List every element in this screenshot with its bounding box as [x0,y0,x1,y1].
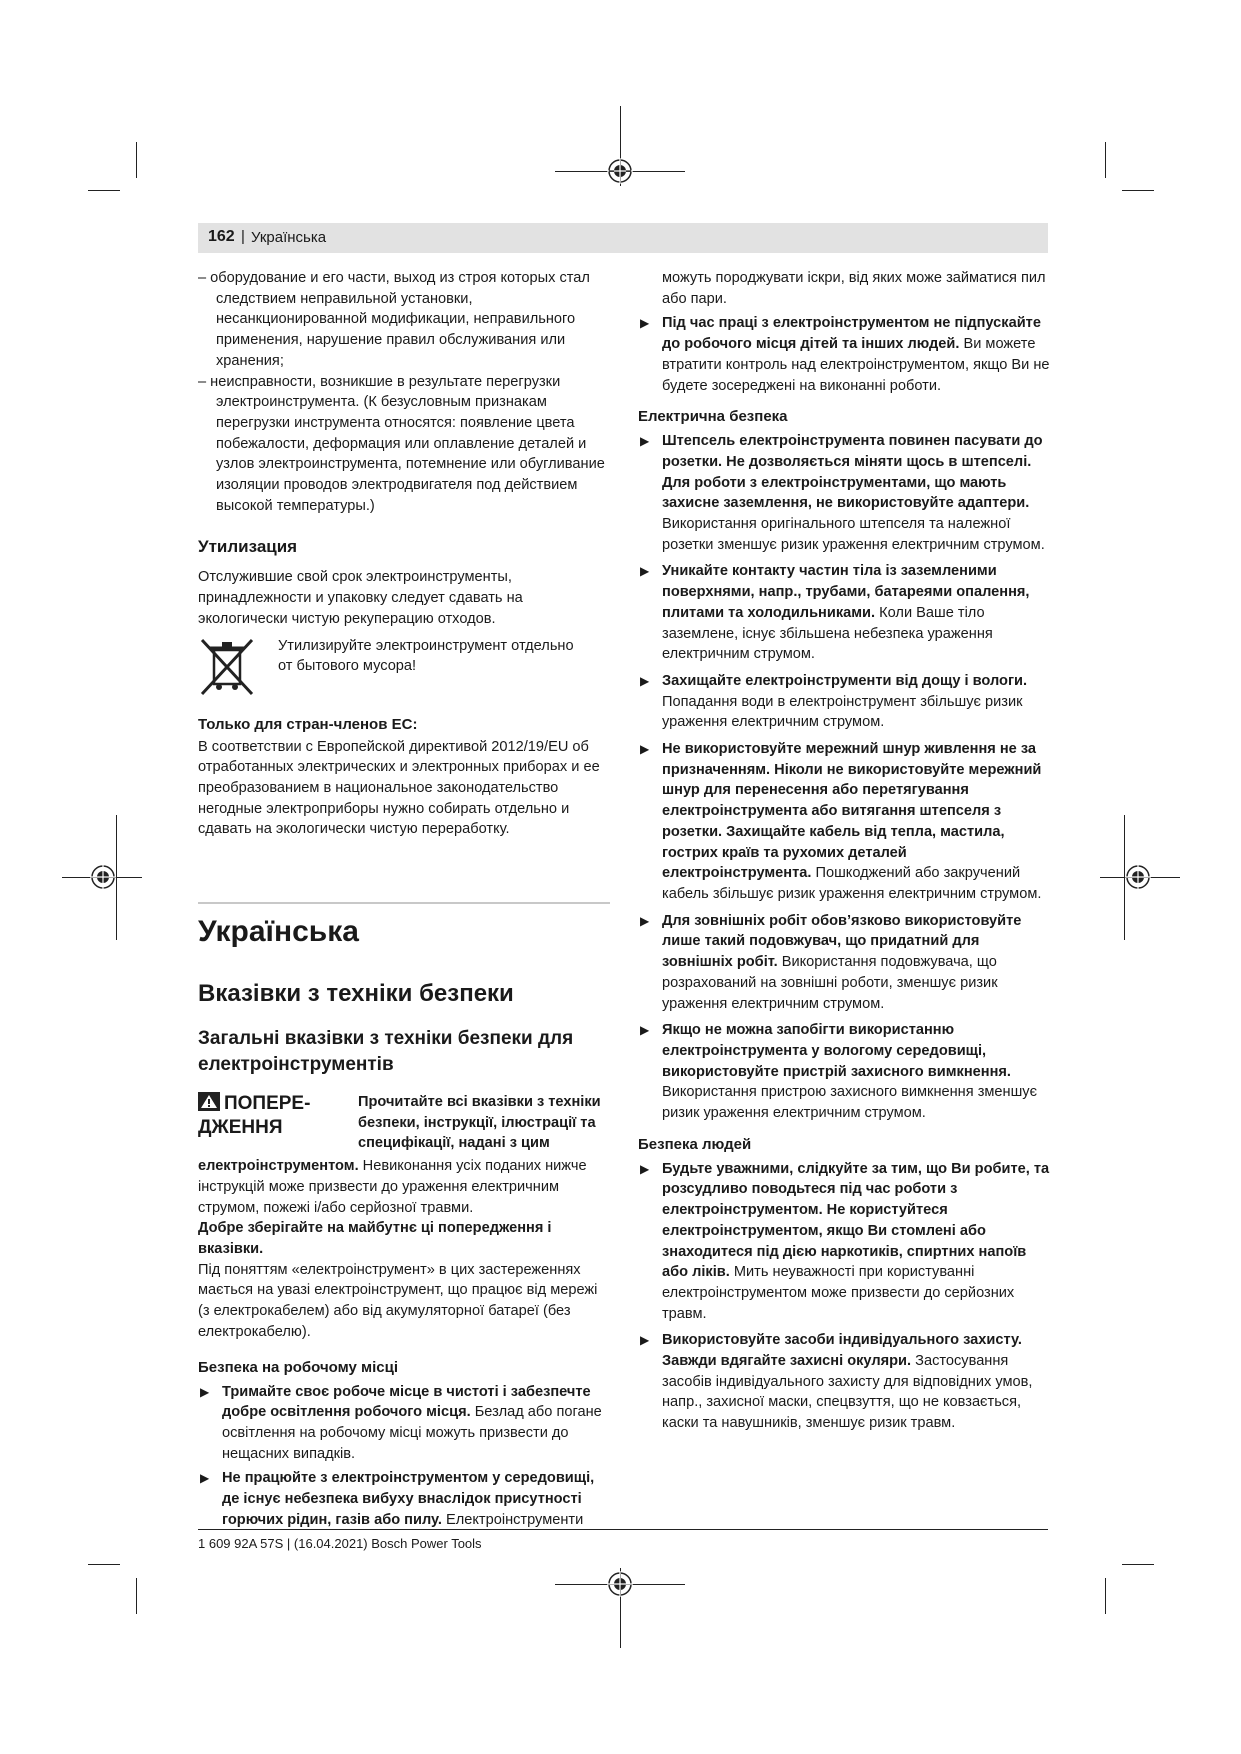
page-number: 162 [208,228,235,245]
item-text: Використання оригінального штепселя та належної розетки зменшує ризик ураження електричним струмом. [662,516,1045,553]
warning-block [198,1092,610,1154]
list-item [638,431,1050,555]
item-bold: Використовуйте засоби індивідуального захисту. Завжди вдягайте захисні окуляри. [662,1332,1022,1370]
disposal-heading: Утилизация [198,537,298,557]
personal-heading: Безпека людей [638,1135,752,1153]
list-item [638,1330,1050,1434]
right-column [638,268,1050,1434]
list-item [638,1020,1050,1124]
item-bold: Уникайте контакту частин тіла із заземленими поверхнями, напр., трубами, батареями опалення, плитами та холодильниками. [662,563,1030,621]
item-bold: Будьте уважними, слідкуйте за тим, що Ви робите, та розсудливо поводьтеся під час роботи з електроінструментом. Не користуйтеся електроінструментом, якщо Ви стомлені або знаходитеся під дією наркотиків, спиртних напоїв або ліків. [662,1160,1050,1281]
item-text: Попадання води в електроінструмент збільшує ризик ураження електричним струмом. [662,693,1023,731]
warning-lead: Прочитайте всі вказівки з техніки безпеки, інструкції, ілюстрації та специфікації, надані з цим [358,1094,601,1152]
safety-title: Вказівки з техніки безпеки [198,980,514,1008]
item-bold: Для зовнішніх робіт обов’язково використовуйте лише такий подовжувач, що придатний для зовнішніх робіт. [662,912,1022,971]
item-bold: Штепсель електроінструмента повинен пасувати до розетки. Не дозволяється міняти щось в штепселі. Для роботи з електроінструментами, що мають захисне заземлення, не використовуйте адаптери. [662,433,1043,512]
item-text: Мить неуважності при користуванні електроінструментом може призвести до серйозних травм. [662,1264,1015,1322]
section-divider [198,902,610,904]
triangle-right-icon: ▶ [640,673,650,688]
list-item [638,671,1050,733]
triangle-right-icon: ▶ [200,1471,210,1486]
list-item [638,911,1050,1015]
crop-mark-top-left-h [88,190,120,191]
item-bold: Захищайте електроінструменти від дощу і вологи. [662,672,1028,689]
triangle-right-icon: ▶ [640,1023,650,1038]
list-item [198,1382,610,1465]
crop-mark-top-left-v [136,142,137,178]
registration-mark-icon [1125,864,1151,890]
triangle-right-icon: ▶ [640,1161,650,1176]
item-bold: Не використовуйте мережний шнур живлення не за призначенням. Ніколи не використовуйте мережний шнур для перенесення або перетягування електроінструмента або витягання штепселя з розетки. Захищайте кабель від тепла, мастила, гострих країв та рухомих деталей електроінструмента. [662,741,1042,882]
item-text: Пошкоджений або закручений кабель збільшує ризик ураження електричним струмом. [662,865,1042,902]
list-item: – оборудование и его части, выход из строя которых стал следствием неправильной установки, несанкционированной модификации, неправильного применения, нарушение правил обслуживания или хранения; [198,270,590,369]
eu-text: В соответствии с Европейской директивой 2012/19/EU об отработанных электрических и электронных приборах и ее преобразованием в национальное законодательство негодные электроприборы нужно собирать отдельно и сдавать на экологически чистую переработку. [198,738,600,838]
crop-mark-bottom-right-h [1122,1564,1154,1565]
warning-text [198,1156,610,1218]
weee-block [198,636,610,698]
warning-triangle-icon [198,1092,220,1111]
item-bold: Якщо не можна запобігти використанню електроінструмента у вологому середовищі, використовуйте пристрій захисного вимкнення. [662,1022,1011,1080]
footer-text: 1 609 92A 57S | (16.04.2021) Bosch Power Tools [198,1536,482,1551]
triangle-right-icon: ▶ [640,564,650,579]
header-language: Українська [251,229,327,246]
item-text: Коли Ваше тіло заземлене, існує збільшена небезпека ураження електричним струмом. [662,604,993,663]
triangle-right-icon: ▶ [640,913,650,928]
triangle-right-icon: ▶ [640,742,650,757]
continued-text: можуть породжувати іскри, від яких може займатися пил або пари. [662,270,1046,307]
triangle-right-icon: ▶ [640,1333,650,1348]
weee-caption: Утилизируйте электроинструмент отдельно от бытового мусора! [278,637,574,675]
list-item [198,1468,610,1530]
item-text: Використання подовжувача, що розрахований на зовнішні роботи, зменшує ризик ураження електричним струмом. [662,954,998,1012]
list-item [638,561,1050,665]
list-item: – неисправности, возникшие в результате перегрузки электроинструмента. (К безусловным признакам перегрузки инструмента относятся: появление цвета побежалости, деформация или оплавление деталей и узлов электроинструмента, потемнение или обугливание изоляции проводов электродвигателя под действием высокой температуры.) [198,373,605,514]
registration-mark-icon [90,864,116,890]
list-item [638,1159,1050,1325]
page-header [198,223,1048,253]
item-bold: Під час праці з електроінструментом не підпускайте до робочого місця дітей та інших людей. [662,315,1041,353]
warning-body: Невиконання усіх поданих нижче інструкцій може призвести до ураження електричним струмом, пожежі і/або серйозної травми. [198,1158,587,1216]
registration-mark-icon [607,158,633,184]
item-text: Застосування засобів індивідуального захисту для відповідних умов, напр., захисної маски, спецвзуття, що не ковзається, каски та навушників, зменшує ризик травм. [662,1353,1033,1432]
header-separator: | [241,228,245,245]
crop-mark-top-right-v [1105,142,1106,178]
item-text: Використання пристрою захисного вимкнення зменшує ризик ураження електричним струмом. [662,1084,1038,1122]
definition-text: Під поняттям «електроінструмент» в цих застереженнях мається на увазі електроінструмент, що працює від мережі (з електрокабелем) або від акумуляторної батареї (без електрокабелю). [198,1261,598,1340]
workplace-heading: Безпека на робочому місці [198,1358,399,1376]
footer-rule [198,1529,1048,1530]
triangle-right-icon: ▶ [640,316,650,331]
crop-mark-top-right-h [1122,190,1154,191]
crop-mark-bottom-left-v [136,1578,137,1614]
electrical-heading: Електрична безпека [638,408,788,426]
warning-lead-end: електроінструментом. [198,1158,359,1175]
reg-line-left-v [116,815,117,940]
language-title: Українська [198,915,359,949]
warning-label-text: ПОПЕРЕ-ДЖЕННЯ [198,1093,311,1139]
general-title: Загальні вказівки з техніки безпеки для електроінструментів [198,1028,574,1076]
disposal-text: Отслужившие свой срок электроинструменты, принадлежности и упаковку следует сдавать на экологически чистую рекуперацию отходов. [198,569,523,627]
left-column [198,268,610,1530]
registration-mark-icon [607,1571,633,1597]
item-text: Безлад або погане освітлення на робочому місці можуть призвести до нещасних випадків. [222,1404,602,1462]
crop-mark-bottom-left-h [88,1564,120,1565]
crop-mark-bottom-right-v [1105,1578,1106,1614]
keep-notice: Добре зберігайте на майбутнє ці попередження і вказівки. [198,1220,552,1257]
item-text: Електроінструменти [441,1511,584,1528]
item-bold: Не працюйте з електроінструментом у середовищі, де існує небезпека вибуху внаслідок присутності горючих рідин, газів або пилу. [222,1470,595,1528]
crossed-bin-icon [198,636,256,698]
triangle-right-icon: ▶ [640,434,650,449]
warning-label [198,1092,358,1140]
list-item [638,313,1050,396]
list-item [638,739,1050,905]
item-bold: Тримайте своє робоче місце в чистоті і забезпечте добре освітлення робочого місця. [222,1383,591,1421]
eu-heading: Только для стран-членов ЕС: [198,715,418,733]
triangle-right-icon: ▶ [200,1384,210,1399]
item-text: Ви можете втратити контроль над електроінструментом, якщо Ви не будете зосереджені на виконанні роботи. [662,336,1050,394]
